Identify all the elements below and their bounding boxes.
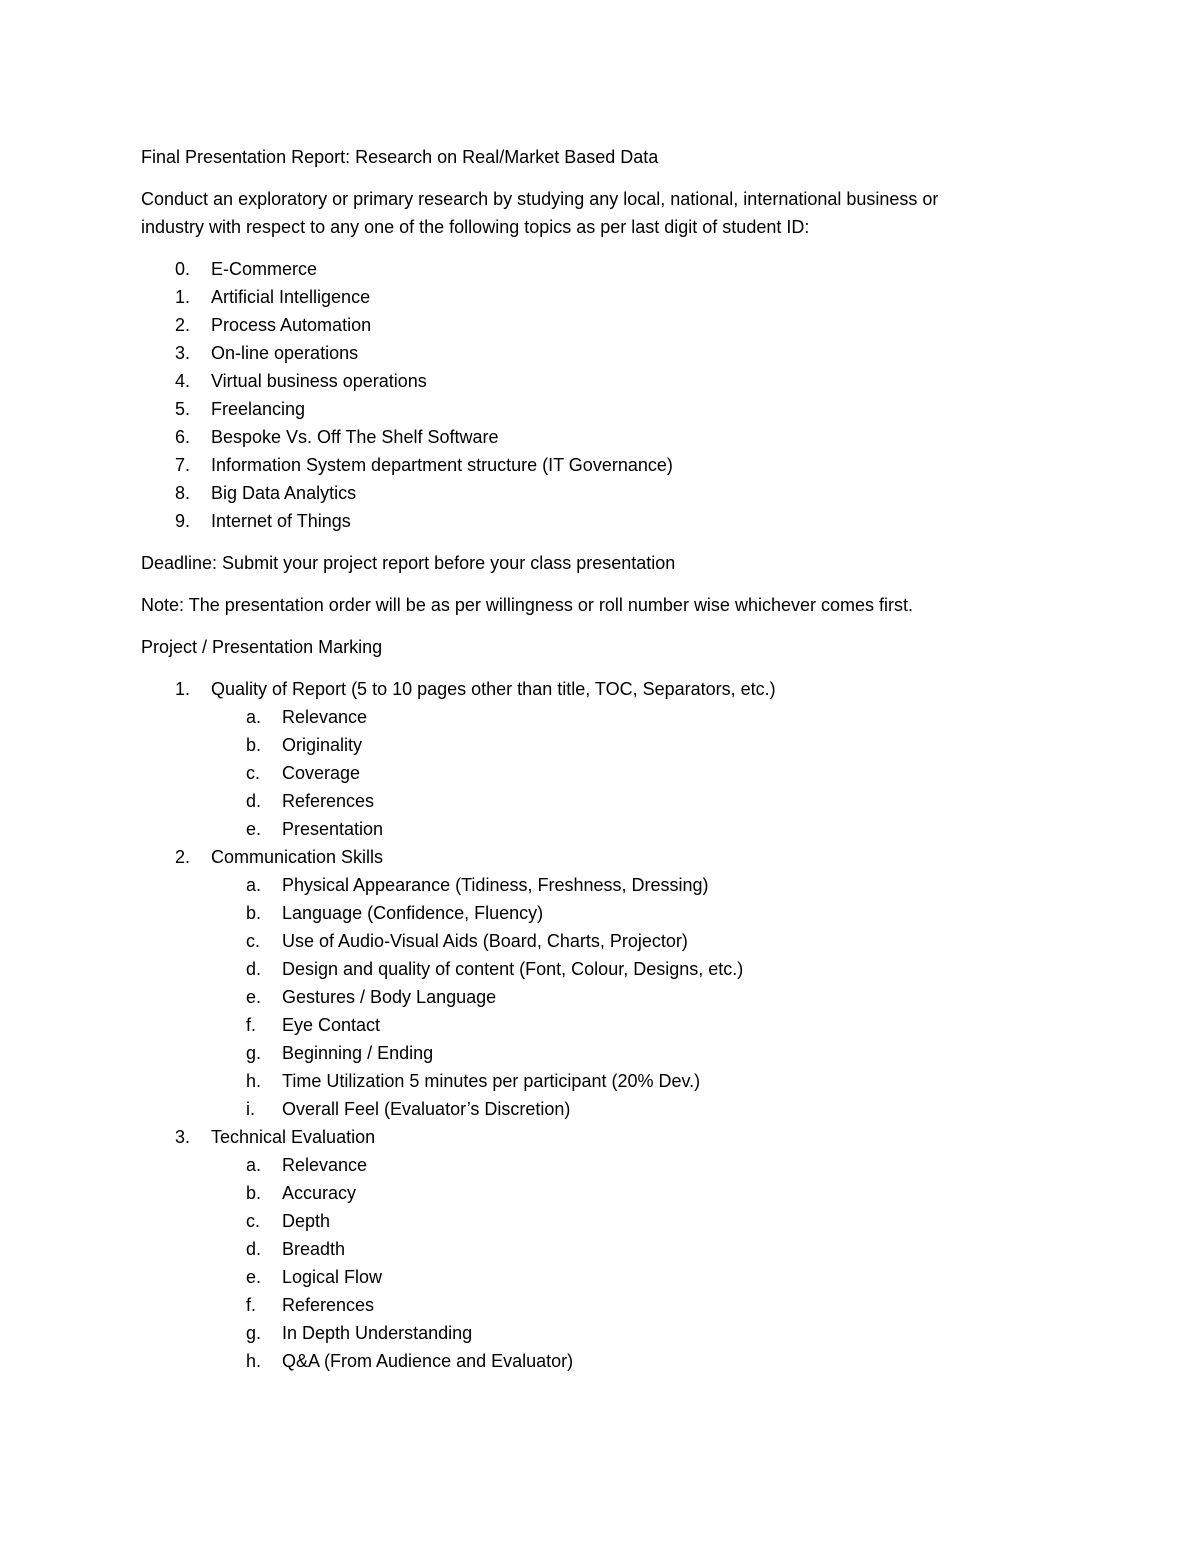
list-item-text: Overall Feel (Evaluator’s Discretion) — [282, 1099, 571, 1119]
marking-subitem — [141, 815, 1061, 843]
marking-subitem — [141, 983, 1061, 1011]
list-item-text: Design and quality of content (Font, Colour, Designs, etc.) — [282, 959, 744, 979]
document-page — [141, 143, 1061, 1375]
list-number: e. — [246, 819, 262, 839]
list-number: f. — [246, 1295, 257, 1315]
marking-subitem — [141, 1319, 1061, 1347]
list-number: 8. — [175, 483, 191, 503]
deadline-text: Deadline: Submit your project report before your class presentation — [141, 553, 676, 573]
list-number: h. — [246, 1351, 262, 1371]
topic-item — [141, 367, 1061, 395]
list-number: f. — [246, 1015, 257, 1035]
list-number: 6. — [175, 427, 191, 447]
marking-subitem — [141, 1179, 1061, 1207]
list-item-text: Depth — [282, 1211, 331, 1231]
list-item-text: Bespoke Vs. Off The Shelf Software — [211, 427, 499, 447]
marking-subitem — [141, 1347, 1061, 1375]
document-title: Final Presentation Report: Research on Real/Market Based Data — [141, 147, 659, 167]
topic-item — [141, 423, 1061, 451]
list-item-text: Language (Confidence, Fluency) — [282, 903, 544, 923]
topic-item — [141, 255, 1061, 283]
list-number: h. — [246, 1071, 262, 1091]
marking-subitem — [141, 787, 1061, 815]
intro-line-1: Conduct an exploratory or primary research by studying any local, national, international business or — [141, 189, 939, 209]
marking-criterion — [141, 1123, 1061, 1151]
list-number: c. — [246, 763, 261, 783]
list-item-text: Virtual business operations — [211, 371, 427, 391]
note-text: Note: The presentation order will be as per willingness or roll number wise whichever comes first. — [141, 595, 913, 615]
list-item-text: Logical Flow — [282, 1267, 383, 1287]
list-item-text: Physical Appearance (Tidiness, Freshness, Dressing) — [282, 875, 709, 895]
marking-list — [141, 675, 1061, 1375]
topic-item — [141, 283, 1061, 311]
list-item-text: Artificial Intelligence — [211, 287, 371, 307]
list-item-text: Relevance — [282, 707, 368, 727]
marking-subitem — [141, 1011, 1061, 1039]
topic-item — [141, 451, 1061, 479]
list-number: c. — [246, 1211, 261, 1231]
list-number: 0. — [175, 259, 191, 279]
list-number: e. — [246, 987, 262, 1007]
list-number: a. — [246, 1155, 262, 1175]
list-item-text: Accuracy — [282, 1183, 357, 1203]
list-number: e. — [246, 1267, 262, 1287]
list-item-text: Breadth — [282, 1239, 346, 1259]
list-item-text: Technical Evaluation — [211, 1127, 376, 1147]
marking-subitem — [141, 871, 1061, 899]
marking-subitem — [141, 1235, 1061, 1263]
marking-subitem — [141, 1039, 1061, 1067]
list-item-text: Beginning / Ending — [282, 1043, 434, 1063]
list-item-text: References — [282, 791, 375, 811]
marking-subitem — [141, 1263, 1061, 1291]
list-item-text: Big Data Analytics — [211, 483, 357, 503]
topic-item — [141, 311, 1061, 339]
list-item-text: Freelancing — [211, 399, 306, 419]
marking-subitem — [141, 899, 1061, 927]
list-item-text: In Depth Understanding — [282, 1323, 473, 1343]
list-number: 2. — [175, 315, 191, 335]
intro-line-2: industry with respect to any one of the following topics as per last digit of student ID: — [141, 217, 810, 237]
marking-subitem — [141, 1067, 1061, 1095]
list-number: c. — [246, 931, 261, 951]
list-number: 7. — [175, 455, 191, 475]
list-number: g. — [246, 1323, 262, 1343]
list-number: 3. — [175, 1127, 191, 1147]
list-item-text: Q&A (From Audience and Evaluator) — [282, 1351, 574, 1371]
list-item-text: Presentation — [282, 819, 384, 839]
list-item-text: Communication Skills — [211, 847, 384, 867]
list-number: d. — [246, 1239, 262, 1259]
list-item-text: E-Commerce — [211, 259, 318, 279]
list-item-text: Time Utilization 5 minutes per participant (20% Dev.) — [282, 1071, 701, 1091]
list-item-text: On-line operations — [211, 343, 359, 363]
list-item-text: References — [282, 1295, 375, 1315]
list-number: d. — [246, 791, 262, 811]
list-number: 1. — [175, 679, 191, 699]
topic-item — [141, 479, 1061, 507]
list-item-text: Internet of Things — [211, 511, 351, 531]
list-number: a. — [246, 875, 262, 895]
list-item-text: Use of Audio-Visual Aids (Board, Charts, Projector) — [282, 931, 688, 951]
marking-criterion — [141, 843, 1061, 871]
topic-item — [141, 339, 1061, 367]
list-number: g. — [246, 1043, 262, 1063]
list-item-text: Originality — [282, 735, 363, 755]
list-number: 3. — [175, 343, 191, 363]
list-item-text: Eye Contact — [282, 1015, 381, 1035]
list-number: d. — [246, 959, 262, 979]
list-number: 4. — [175, 371, 191, 391]
list-item-text: Coverage — [282, 763, 361, 783]
marking-subitem — [141, 1291, 1061, 1319]
marking-subitem — [141, 1151, 1061, 1179]
marking-criterion — [141, 675, 1061, 703]
list-item-text: Relevance — [282, 1155, 368, 1175]
list-number: 2. — [175, 847, 191, 867]
marking-subitem — [141, 927, 1061, 955]
list-number: 1. — [175, 287, 191, 307]
marking-heading: Project / Presentation Marking — [141, 637, 383, 657]
topic-item — [141, 395, 1061, 423]
topic-item — [141, 507, 1061, 535]
list-item-text: Quality of Report (5 to 10 pages other than title, TOC, Separators, etc.) — [211, 679, 776, 699]
marking-subitem — [141, 759, 1061, 787]
list-number: b. — [246, 903, 262, 923]
topics-list — [141, 255, 1061, 535]
list-item-text: Gestures / Body Language — [282, 987, 497, 1007]
list-number: a. — [246, 707, 262, 727]
marking-subitem — [141, 955, 1061, 983]
list-item-text: Information System department structure (IT Governance) — [211, 455, 673, 475]
marking-subitem — [141, 1095, 1061, 1123]
list-number: 5. — [175, 399, 191, 419]
marking-subitem — [141, 731, 1061, 759]
marking-subitem — [141, 1207, 1061, 1235]
list-number: 9. — [175, 511, 191, 531]
list-number: b. — [246, 1183, 262, 1203]
list-item-text: Process Automation — [211, 315, 372, 335]
marking-subitem — [141, 703, 1061, 731]
list-number: i. — [246, 1099, 255, 1119]
list-number: b. — [246, 735, 262, 755]
